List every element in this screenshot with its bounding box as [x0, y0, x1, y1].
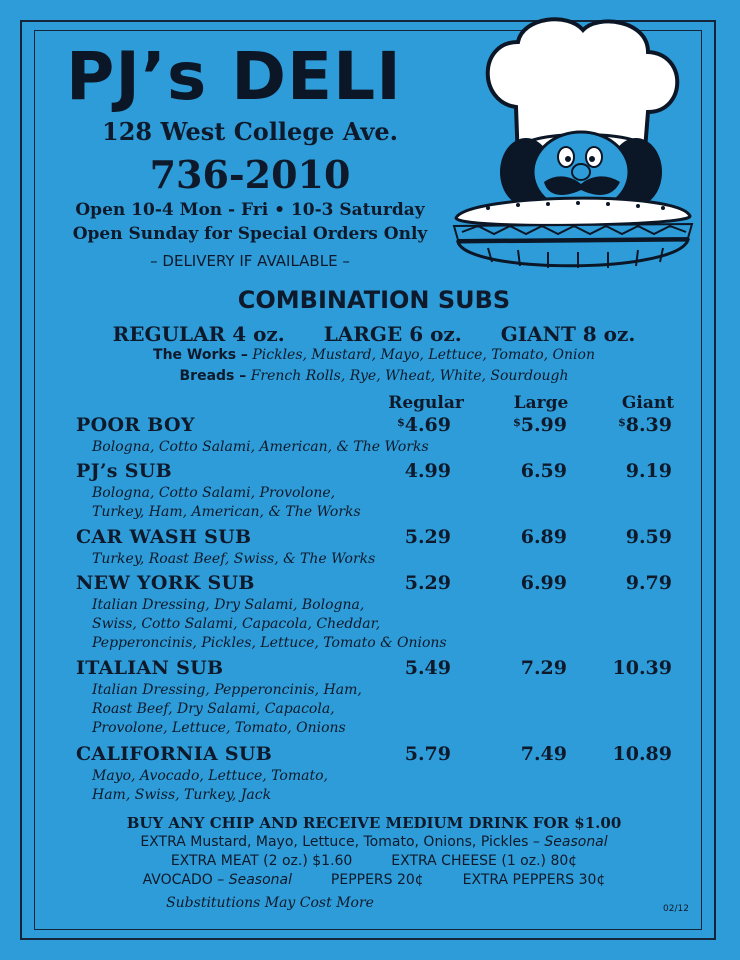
description-line: Turkey, Roast Beef, Swiss, & The Works [92, 551, 376, 567]
extra-meat: EXTRA MEAT (2 oz.) $1.60 [170, 853, 353, 869]
avocado-peppers-line [40, 872, 708, 888]
extras-line [40, 834, 708, 850]
price-value: 9.59 [625, 526, 672, 548]
price-large [467, 572, 567, 594]
price-regular [351, 657, 451, 679]
price-large [467, 460, 567, 482]
print-code: 02/12 [663, 904, 689, 914]
size-large: LARGE 6 oz. [323, 322, 462, 346]
menu-item-description [92, 438, 472, 457]
the-works-line [40, 347, 708, 363]
breads-label: Breads – [179, 368, 247, 384]
description-line: Roast Beef, Dry Salami, Capacola, [92, 701, 335, 717]
price-large [467, 657, 567, 679]
extra-cheese: EXTRA CHEESE (1 oz.) 80¢ [391, 853, 578, 869]
currency-symbol: $ [618, 416, 626, 429]
menu-item-name: PJ’s SUB [76, 460, 172, 482]
description-line: Mayo, Avocado, Lettuce, Tomato, [92, 768, 328, 784]
description-line: Turkey, Ham, American, & The Works [92, 504, 361, 520]
price-regular [351, 743, 451, 765]
price-value: 7.49 [520, 743, 567, 765]
column-giant: Giant [621, 393, 675, 413]
size-legend [40, 322, 708, 346]
deli-title: PJ’s DELI [66, 38, 402, 115]
price-giant [572, 526, 672, 548]
hours-weekday: Open 10-4 Mon - Fri • 10-3 Saturday [75, 200, 425, 220]
delivery-note: – DELIVERY IF AVAILABLE – [150, 252, 350, 270]
column-large: Large [513, 393, 569, 413]
address: 128 West College Ave. [102, 117, 398, 146]
menu-item-description [92, 484, 472, 522]
menu-item-description [92, 596, 472, 653]
description-line: Italian Dressing, Dry Salami, Bologna, [92, 597, 365, 613]
menu-item-name: ITALIAN SUB [76, 657, 224, 679]
price-value: 10.39 [612, 657, 672, 679]
description-line: Ham, Swiss, Turkey, Jack [92, 787, 272, 803]
works-label: The Works – [153, 347, 248, 363]
description-line: Swiss, Cotto Salami, Capacola, Cheddar, [92, 616, 381, 632]
hours-sunday: Open Sunday for Special Orders Only [72, 224, 428, 244]
price-value: 5.49 [404, 657, 451, 679]
chef-holding-sub-icon [448, 12, 696, 284]
currency-symbol: $ [397, 416, 405, 429]
price-value: 6.59 [520, 460, 567, 482]
combination-subs-heading: COMBINATION SUBS [237, 286, 511, 314]
price-regular [351, 572, 451, 594]
description-line: Bologna, Cotto Salami, Provolone, [92, 485, 336, 501]
price-value: 4.69 [404, 414, 451, 436]
menu-item-description [92, 681, 472, 738]
price-large [467, 414, 567, 436]
extra-meat-cheese-line [40, 853, 708, 869]
description-line: Italian Dressing, Pepperoncinis, Ham, [92, 682, 362, 698]
menu-item-description [92, 767, 472, 805]
menu-item-description [92, 550, 472, 569]
price-regular [351, 460, 451, 482]
price-value: 5.79 [404, 743, 451, 765]
price-giant [572, 743, 672, 765]
description-line: Bologna, Cotto Salami, American, & The Works [92, 439, 429, 455]
price-value: 6.89 [520, 526, 567, 548]
price-giant [572, 657, 672, 679]
extras-text: EXTRA Mustard, Mayo, Lettuce, Tomato, Onions, Pickles – [140, 834, 540, 850]
price-value: 7.29 [520, 657, 567, 679]
avocado: AVOCADO – [142, 872, 225, 888]
price-value: 6.99 [520, 572, 567, 594]
extras-seasonal: Seasonal [544, 834, 608, 850]
currency-symbol: $ [513, 416, 521, 429]
price-value: 10.89 [612, 743, 672, 765]
price-value: 5.99 [520, 414, 567, 436]
menu-item-name: CAR WASH SUB [76, 526, 252, 548]
price-value: 9.19 [625, 460, 672, 482]
menu-item-name: NEW YORK SUB [76, 572, 255, 594]
works-text: Pickles, Mustard, Mayo, Lettuce, Tomato, Onion [252, 347, 595, 363]
size-giant: GIANT 8 oz. [500, 322, 636, 346]
substitutions-note: Substitutions May Cost More [166, 895, 374, 911]
price-value: 5.29 [404, 526, 451, 548]
price-regular [351, 526, 451, 548]
price-giant [572, 460, 672, 482]
extra-peppers: EXTRA PEPPERS 30¢ [462, 872, 606, 888]
breads-text: French Rolls, Rye, Wheat, White, Sourdough [250, 368, 569, 384]
chip-offer: BUY ANY CHIP AND RECEIVE MEDIUM DRINK FOR $1.00 [126, 814, 622, 832]
price-value: 9.79 [625, 572, 672, 594]
size-regular: REGULAR 4 oz. [112, 322, 285, 346]
breads-line [40, 368, 708, 384]
price-regular [351, 414, 451, 436]
menu-item-name: POOR BOY [76, 414, 195, 436]
price-giant [572, 414, 672, 436]
price-giant [572, 572, 672, 594]
description-line: Provolone, Lettuce, Tomato, Onions [92, 720, 346, 736]
menu-item-name: CALIFORNIA SUB [76, 743, 273, 765]
price-value: 5.29 [404, 572, 451, 594]
price-large [467, 526, 567, 548]
avocado-seasonal: Seasonal [228, 872, 292, 888]
price-large [467, 743, 567, 765]
price-value: 4.99 [404, 460, 451, 482]
price-value: 8.39 [625, 414, 672, 436]
phone-number[interactable]: 736-2010 [149, 152, 351, 197]
peppers: PEPPERS 20¢ [330, 872, 424, 888]
column-regular: Regular [388, 393, 464, 413]
description-line: Pepperoncinis, Pickles, Lettuce, Tomato & Onions [92, 635, 447, 651]
